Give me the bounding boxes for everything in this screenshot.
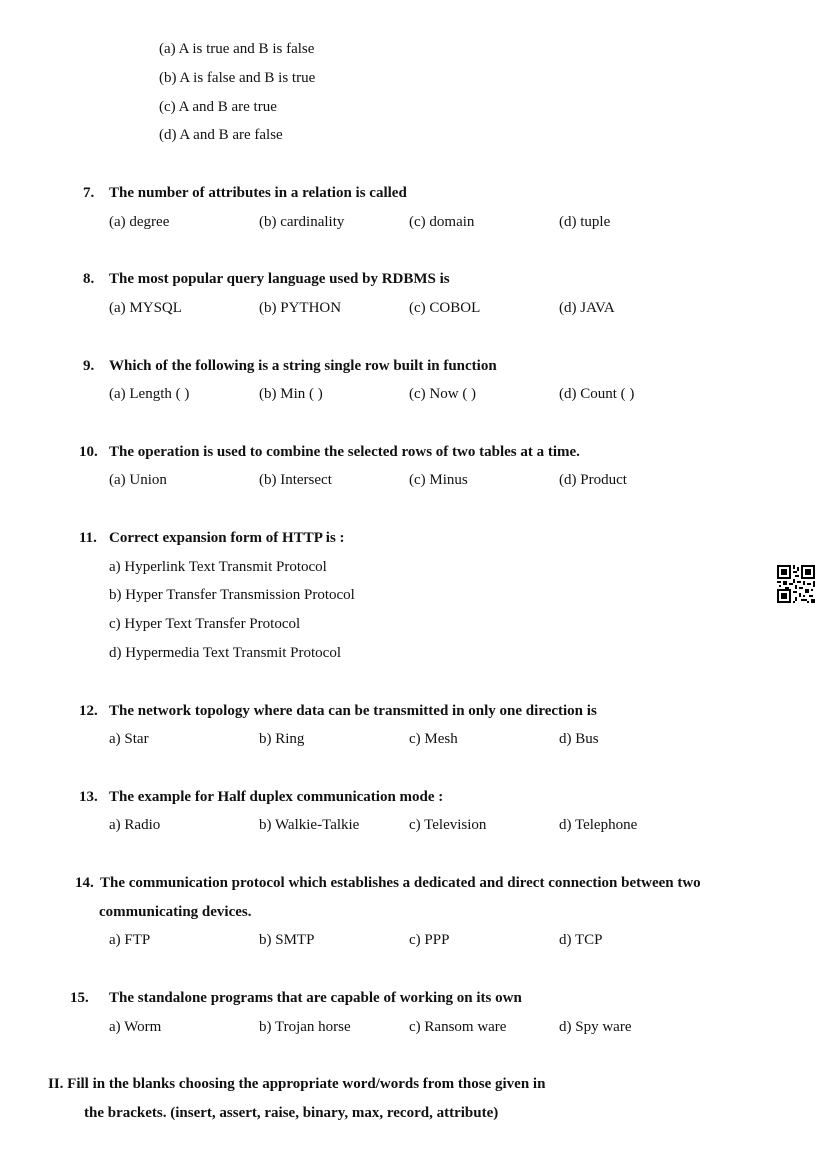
- q9-option-c: (c) Now ( ): [409, 386, 477, 402]
- q10-text: The operation is used to combine the selected rows of two tables at a time.: [109, 444, 580, 460]
- q13-option-c: c) Television: [409, 817, 487, 833]
- q11-option-a: a) Hyperlink Text Transmit Protocol: [109, 559, 327, 575]
- q10-option-a: (a) Union: [109, 472, 167, 488]
- q14-option-c: c) PPP: [409, 932, 450, 948]
- q8-option-d: (d) JAVA: [559, 300, 615, 316]
- q10-number: 10.: [79, 444, 98, 460]
- q15-option-d: d) Spy ware: [559, 1019, 632, 1035]
- q6-option-c: (c) A and B are true: [159, 99, 277, 115]
- q11-option-d: d) Hypermedia Text Transmit Protocol: [109, 645, 341, 661]
- q7-text: The number of attributes in a relation is called: [109, 185, 407, 201]
- q8-option-c: (c) COBOL: [409, 300, 481, 316]
- q7-option-b: (b) cardinality: [259, 214, 345, 230]
- q8-text: The most popular query language used by RDBMS is: [109, 271, 450, 287]
- q6-option-b: (b) A is false and B is true: [159, 70, 316, 86]
- q10-option-d: (d) Product: [559, 472, 627, 488]
- q14-option-a: a) FTP: [109, 932, 151, 948]
- q12-option-c: c) Mesh: [409, 731, 458, 747]
- q15-option-b: b) Trojan horse: [259, 1019, 351, 1035]
- q6-option-d: (d) A and B are false: [159, 127, 283, 143]
- q15-number: 15.: [70, 990, 89, 1006]
- q15-option-a: a) Worm: [109, 1019, 162, 1035]
- q10-option-b: (b) Intersect: [259, 472, 332, 488]
- q11-text: Correct expansion form of HTTP is :: [109, 530, 345, 546]
- q8-option-a: (a) MYSQL: [109, 300, 182, 316]
- section-2-heading: II. Fill in the blanks choosing the appropriate word/words from those given in: [48, 1076, 546, 1092]
- q15-option-c: c) Ransom ware: [409, 1019, 507, 1035]
- q6-option-a: (a) A is true and B is false: [159, 41, 315, 57]
- section-2-instructions: the brackets. (insert, assert, raise, binary, max, record, attribute): [84, 1105, 499, 1121]
- q14-text-line2: communicating devices.: [99, 904, 252, 920]
- q7-number: 7.: [83, 185, 95, 201]
- q13-option-d: d) Telephone: [559, 817, 638, 833]
- q14-option-b: b) SMTP: [259, 932, 315, 948]
- q7-option-d: (d) tuple: [559, 214, 611, 230]
- q7-option-a: (a) degree: [109, 214, 170, 230]
- q13-option-b: b) Walkie-Talkie: [259, 817, 360, 833]
- q12-option-a: a) Star: [109, 731, 149, 747]
- q9-option-b: (b) Min ( ): [259, 386, 323, 402]
- q9-option-d: (d) Count ( ): [559, 386, 635, 402]
- q12-number: 12.: [79, 703, 98, 719]
- q11-number: 11.: [79, 530, 97, 546]
- q9-option-a: (a) Length ( ): [109, 386, 190, 402]
- q14-text: The communication protocol which establishes a dedicated and direct connection between two: [100, 875, 701, 891]
- q8-number: 8.: [83, 271, 95, 287]
- q7-option-c: (c) domain: [409, 214, 475, 230]
- q9-number: 9.: [83, 358, 95, 374]
- qr-code-icon: [777, 565, 815, 603]
- q9-text: Which of the following is a string single row built in function: [109, 358, 497, 374]
- q13-option-a: a) Radio: [109, 817, 161, 833]
- q12-option-d: d) Bus: [559, 731, 599, 747]
- q11-option-b: b) Hyper Transfer Transmission Protocol: [109, 587, 355, 603]
- q15-text: The standalone programs that are capable of working on its own: [109, 990, 522, 1006]
- q13-text: The example for Half duplex communication mode :: [109, 789, 444, 805]
- q12-option-b: b) Ring: [259, 731, 305, 747]
- q11-option-c: c) Hyper Text Transfer Protocol: [109, 616, 301, 632]
- q8-option-b: (b) PYTHON: [259, 300, 342, 316]
- q14-option-d: d) TCP: [559, 932, 603, 948]
- q14-number: 14.: [75, 875, 94, 891]
- q13-number: 13.: [79, 789, 98, 805]
- q10-option-c: (c) Minus: [409, 472, 468, 488]
- q12-text: The network topology where data can be transmitted in only one direction is: [109, 703, 597, 719]
